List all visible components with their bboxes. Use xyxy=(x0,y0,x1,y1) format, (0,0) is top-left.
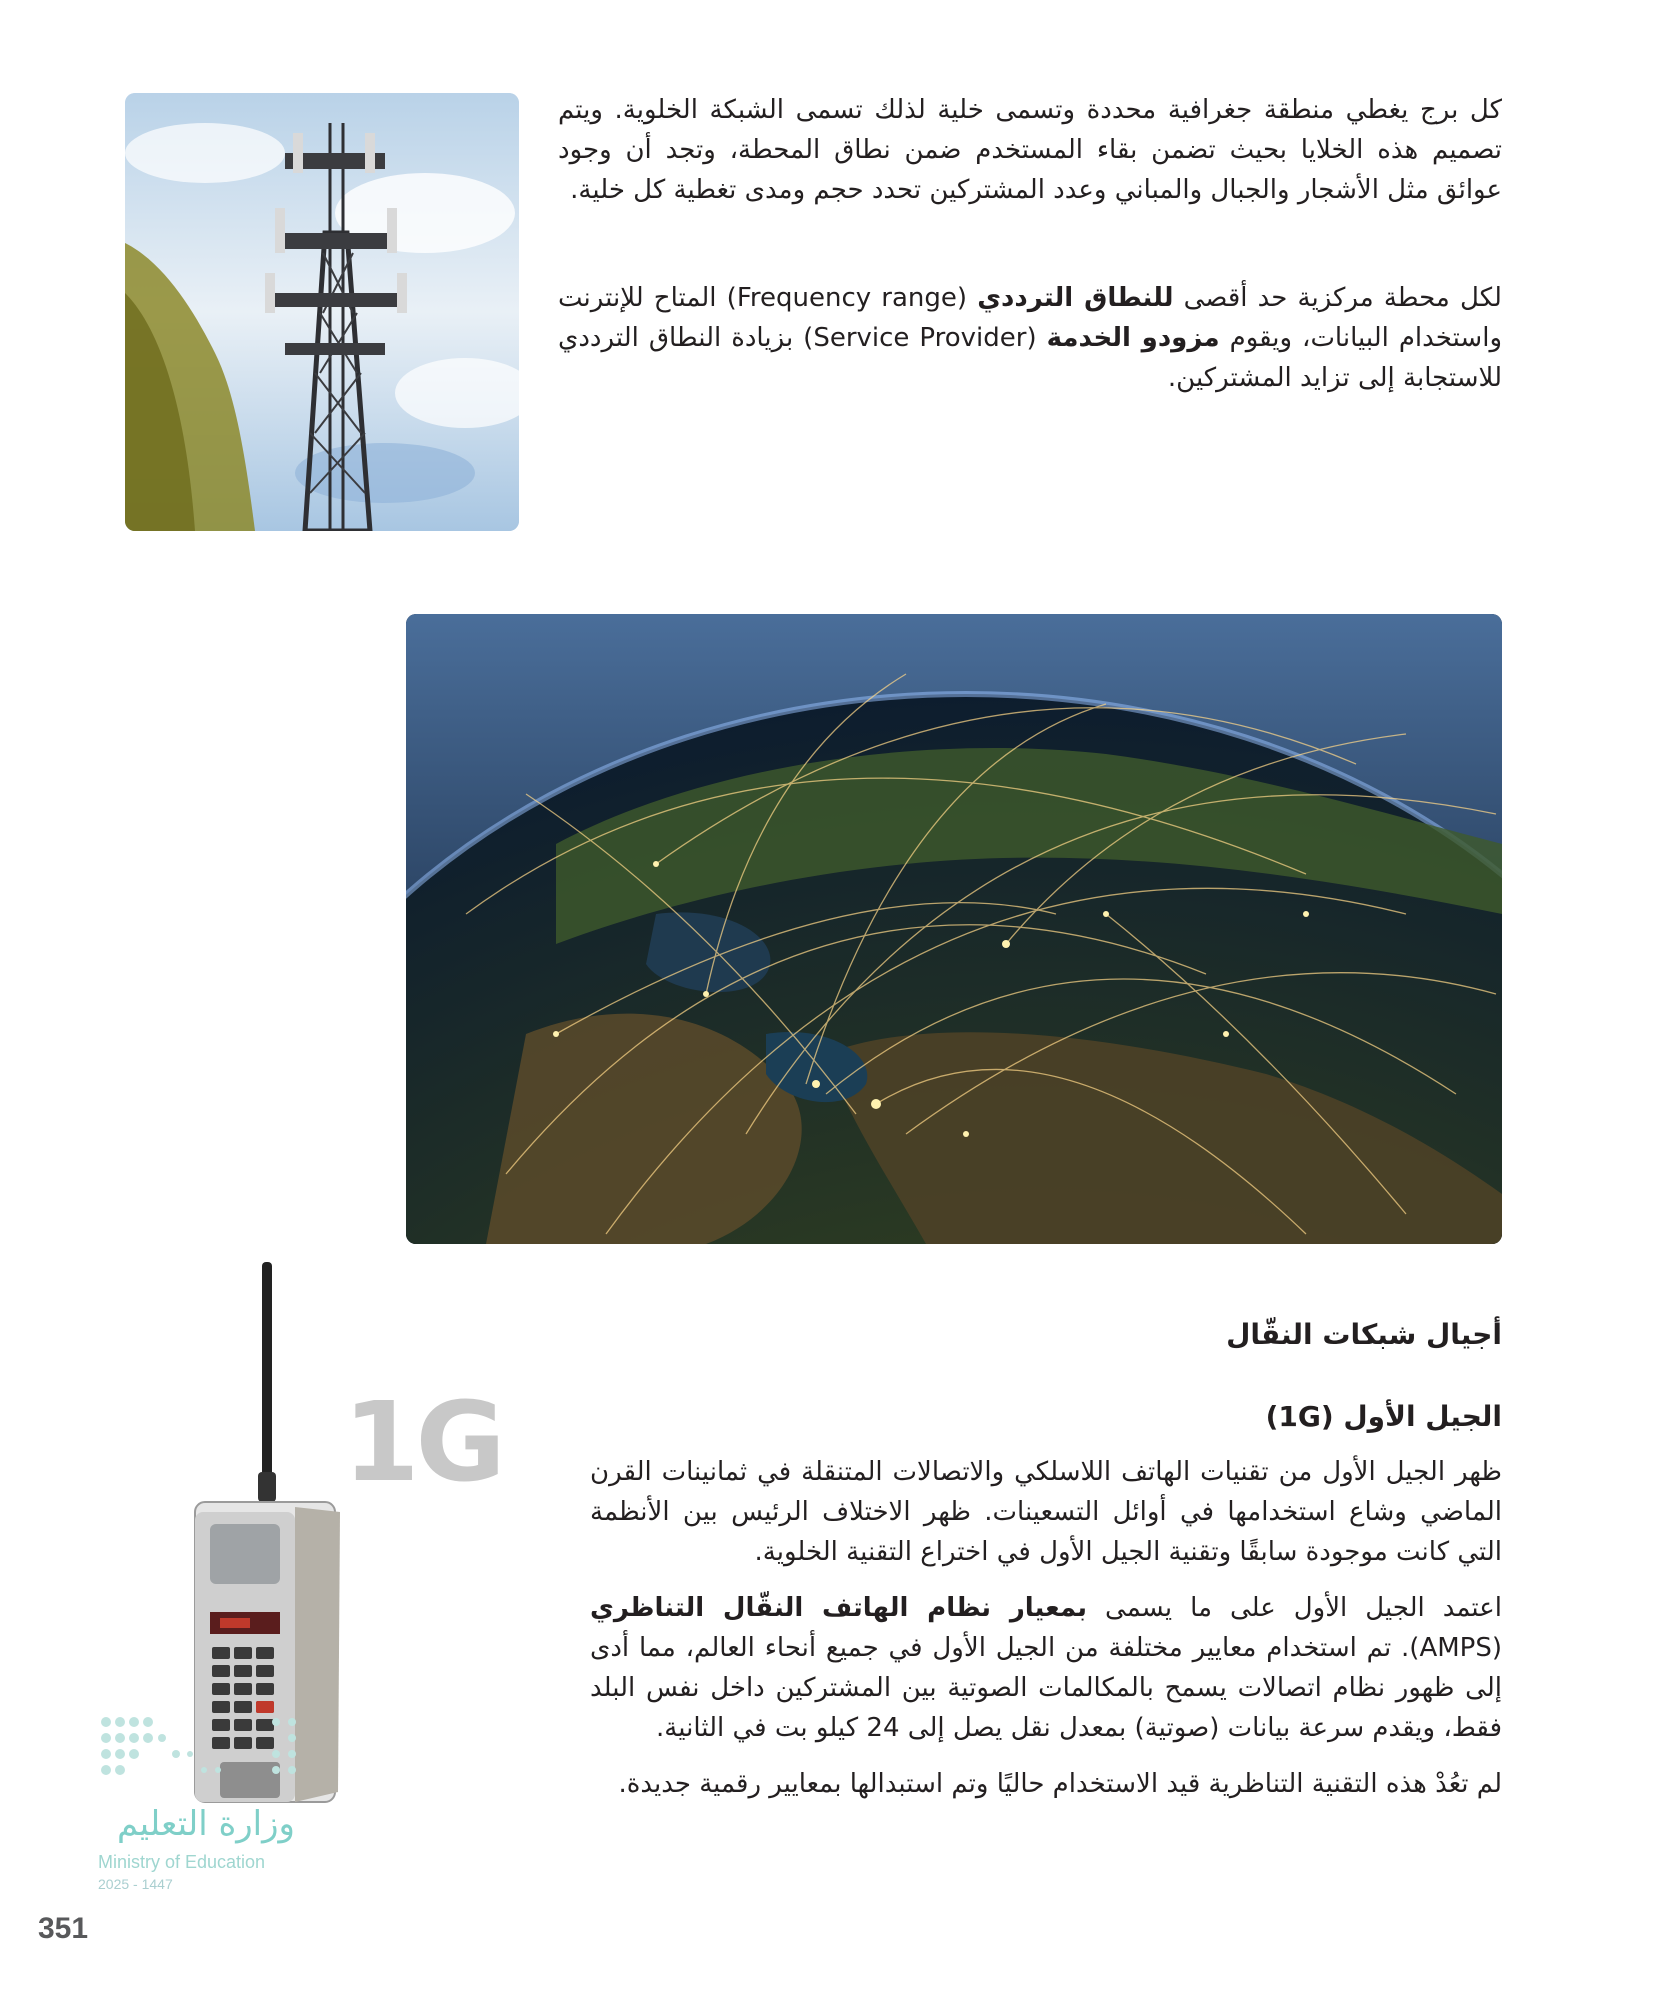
gen1-intro-paragraph: ظهر الجيل الأول من تقنيات الهاتف اللاسلكي والاتصالات المتنقلة في ثمانينات القرن الماضي وشاع استخدامها في أوائل التسعينات. ظهر الاختلاف الرئيس بين الأنظمة التي كانت موجودة سابقًا وتقنية الجيل الأول في اختراع التقنية الخلوية. xyxy=(590,1457,1502,1567)
cell-tower-paragraph: كل برج يغطي منطقة جغرافية محددة وتسمى خلية لذلك تسمى الشبكة الخلوية. ويتم تصميم هذه الخلايا بحيث تضمن بقاء المستخدم ضمن نطاق المحطة، وتجد أن وجود عوائق مثل الأشجار والجبال والمباني وعدد المشتركين تحدد حجم ومدى تغطية كل خلية. xyxy=(558,95,1502,205)
gen1-heading: الجيل الأول (1G) xyxy=(1265,1400,1502,1433)
amps-text-2: (AMPS). تم استخدام معايير مختلفة من الجيل الأول في جميع أنحاء العالم، مما أدى إلى ظهور نظام اتصالات يسمح بالمكالمات الصوتية بين المشتركين داخل نفس البلد فقط، ويقدم سرعة بيانات (صوتية) بمعدل نقل يصل إلى 24 كيلو بت في الثانية. xyxy=(590,1633,1502,1743)
frequency-text-3: (Service Provider) بزيادة النطاق الترددي للاستجابة إلى تزايد المشتركين. xyxy=(558,323,1502,393)
frequency-range-term: للنطاق الترددي xyxy=(977,283,1174,313)
logo-year: 2025 - 1447 xyxy=(98,1876,173,1892)
frequency-text-2: (Frequency range) المتاح للإنترنت واستخدام البيانات، ويقوم xyxy=(558,283,1502,353)
logo-dots-graphic xyxy=(96,1712,316,1802)
global-network-photo xyxy=(406,614,1502,1244)
logo-english-name: Ministry of Education xyxy=(98,1852,266,1872)
cell-tower-photo xyxy=(125,93,519,531)
section-heading: أجيال شبكات النقّال xyxy=(1226,1318,1502,1351)
frequency-paragraph xyxy=(558,278,1502,398)
frequency-text-1: لكل محطة مركزية حد أقصى xyxy=(1173,283,1502,313)
service-provider-term: مزودو الخدمة xyxy=(1046,323,1220,353)
ministry-logo xyxy=(96,1712,316,1902)
amps-paragraph xyxy=(590,1588,1502,1748)
big-1g-label: 1G xyxy=(343,1378,502,1506)
logo-arabic-name: وزارة التعليم xyxy=(117,1804,295,1844)
amps-term: بمعيار نظام الهاتف النقّال التناظري xyxy=(590,1593,1088,1623)
amps-text-1: اعتمد الجيل الأول على ما يسمى xyxy=(1087,1593,1502,1623)
page-number: 351 xyxy=(38,1912,89,1945)
analog-replaced-paragraph: لم تعُدْ هذه التقنية التناظرية قيد الاستخدام حاليًا وتم استبدالها بمعايير رقمية جديدة. xyxy=(618,1769,1502,1799)
